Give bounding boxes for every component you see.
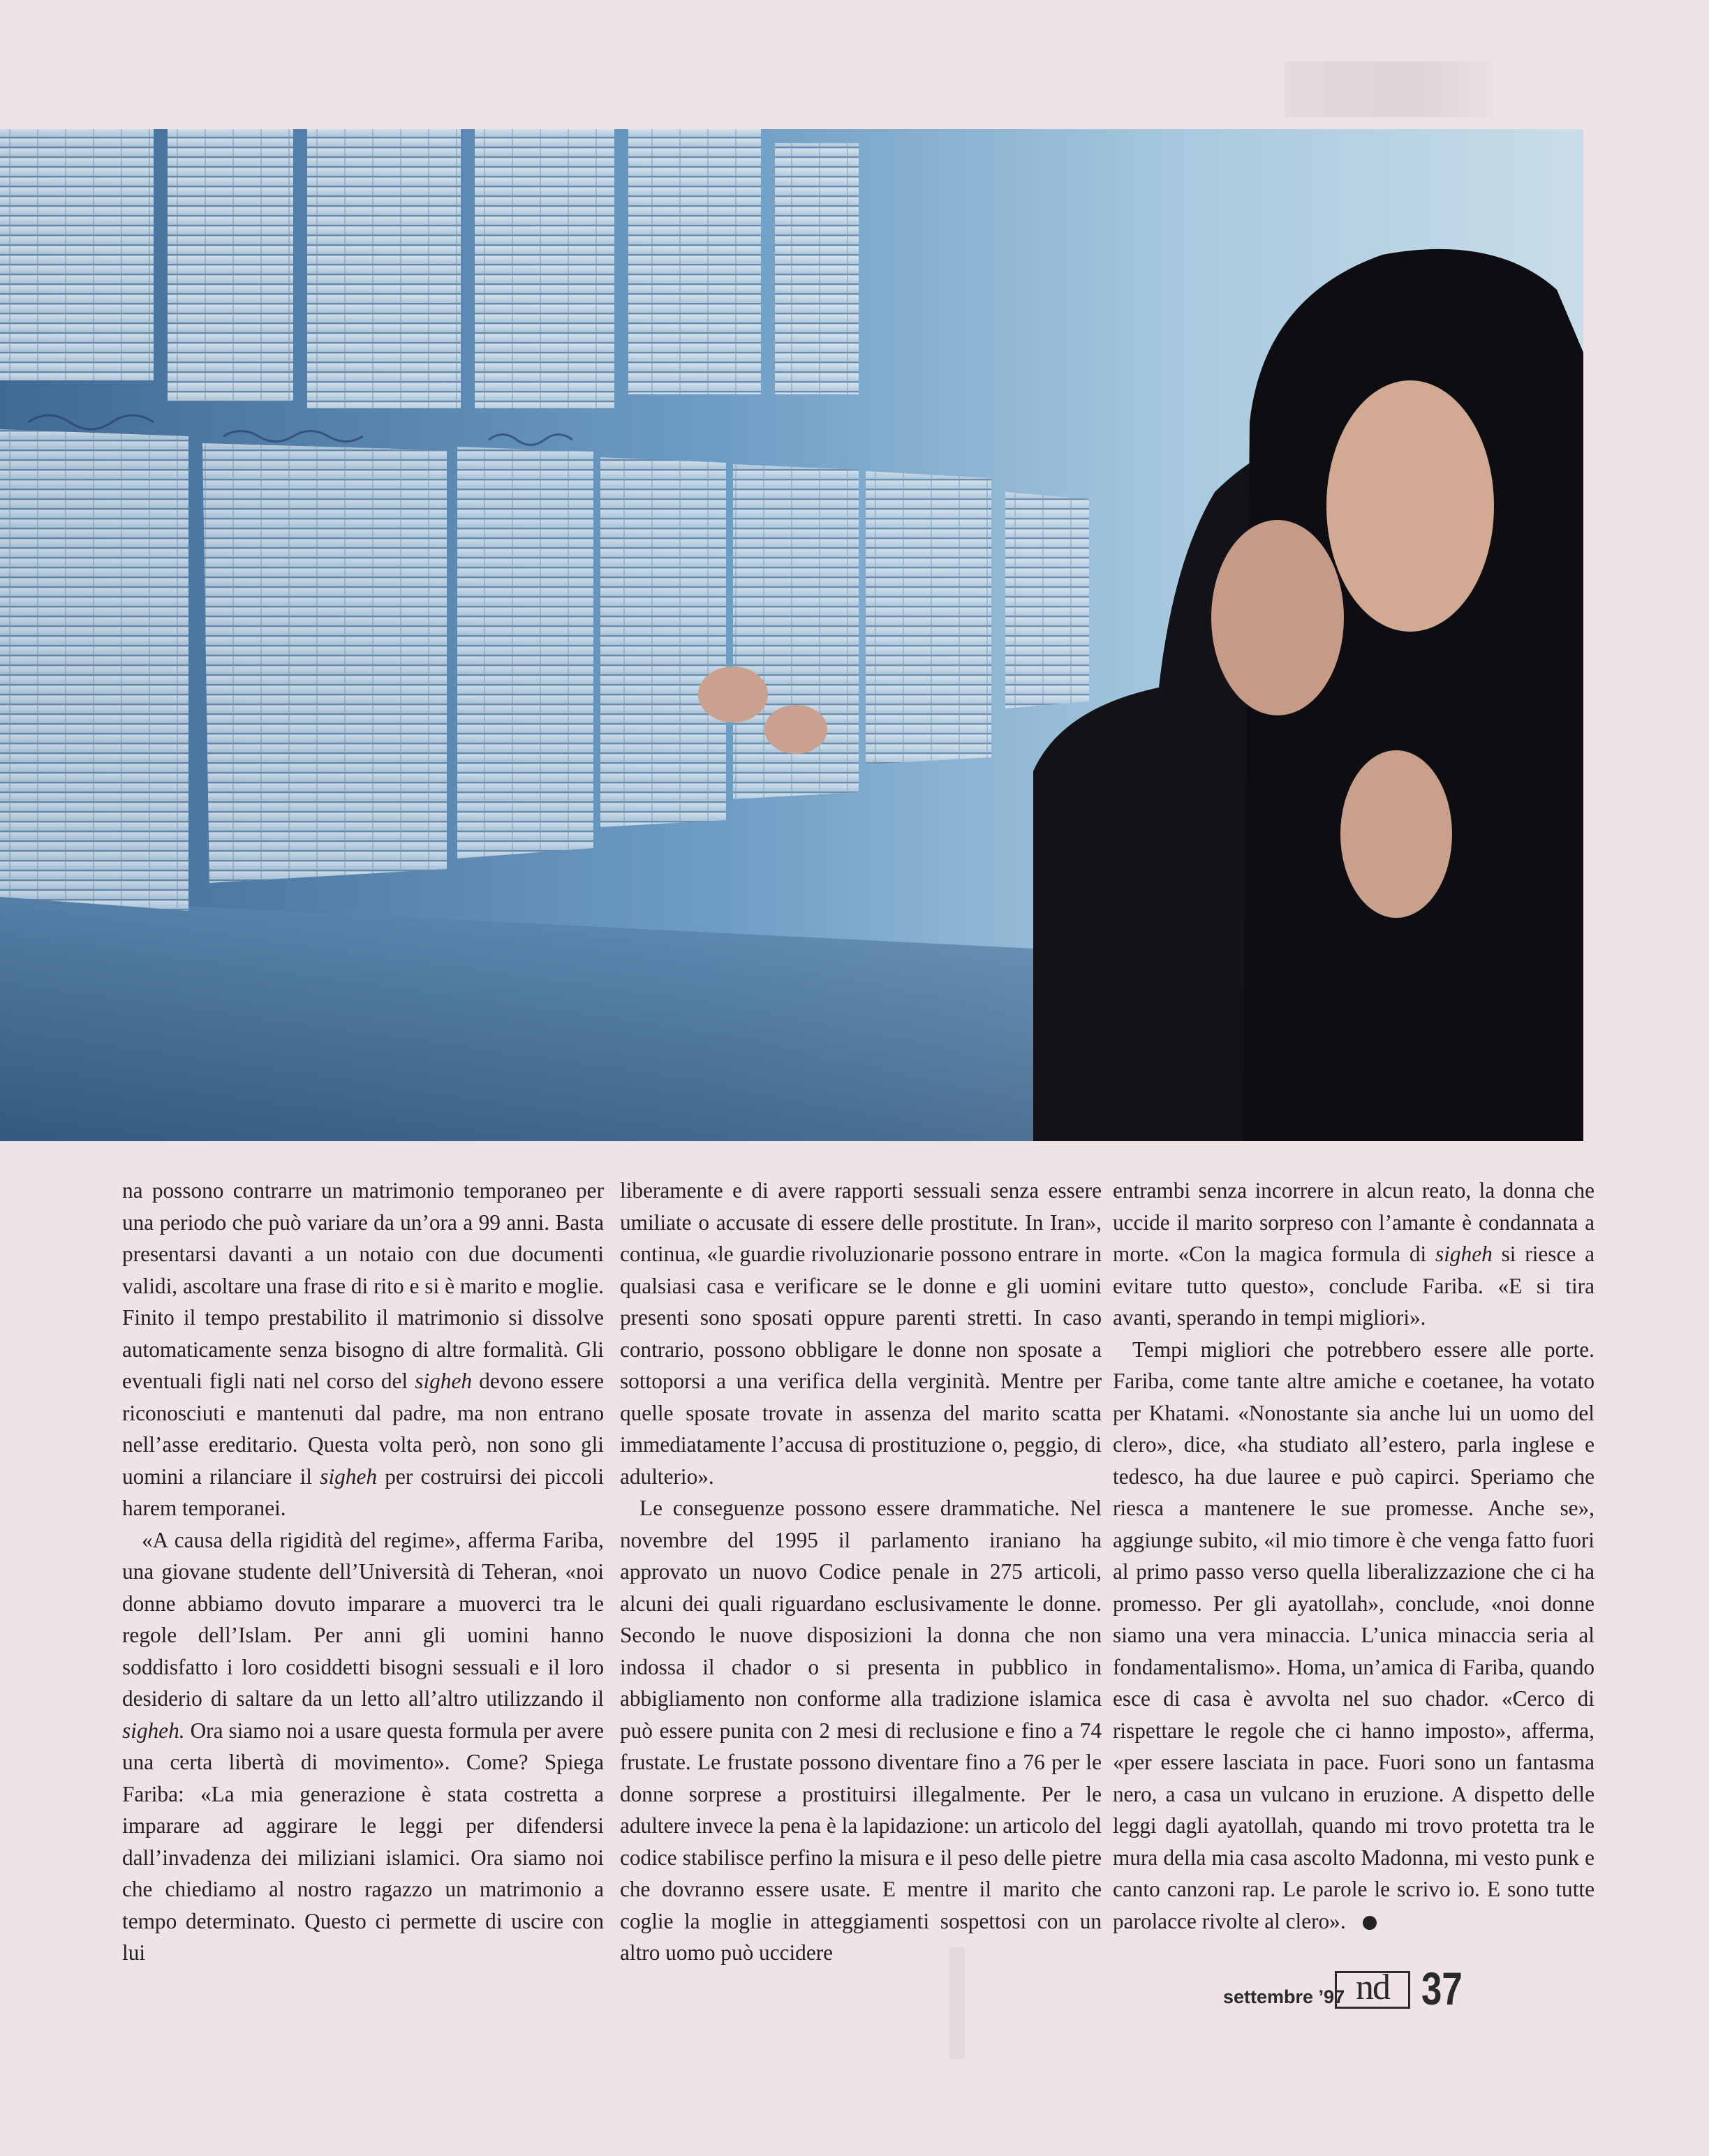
article-column-3 [1113, 1175, 1595, 1937]
page-number: 37 [1421, 1963, 1463, 2014]
show-through-mark [949, 1947, 965, 2059]
issue-date: settembre ’97 [1223, 1986, 1345, 2007]
paragraph-text: si riesce a evitare tutto questo», conclude Fariba. «E si tira avanti, sperando in tempi migliori». [1113, 1242, 1595, 1330]
paragraph-text: «A causa della rigidità del regime», afferma Fariba, una giovane studente dell’Università di Teheran, «noi donne abbiamo dovuto imparare a muoverci tra le regole dell’Islam. Per anni gli uomini hanno soddisfatto i loro cosiddetti bisogni sessuali e il loro desiderio di saltare da un letto all’altro utilizzando il [122, 1527, 604, 1711]
italic-term: sigheh [1435, 1242, 1493, 1266]
italic-term: sigheh [320, 1464, 377, 1489]
article-column-2 [620, 1175, 1102, 1969]
photo-illustration [0, 129, 1583, 1141]
paragraph-text: na possono contrarre un matrimonio temporaneo per una periodo che può variare da un’ora a 99 anni. Basta presentarsi davanti a un notaio con due documenti validi, ascoltare una frase di rito e si è marito e moglie. Finito il tempo prestabilito il matrimonio si dissolve automaticamente senza bisogno di altre formalità. Gli eventuali figli nati nel corso del [122, 1178, 604, 1393]
section-header-tab [1285, 61, 1494, 117]
paragraph-text: Tempi migliori che potrebbero essere alle porte. Fariba, come tante altre amiche e coetanee, ha votato per Khatami. «Nonostante sia anche lui un uomo del clero», dice, «ha studiato all’estero, parla inglese e tedesco, ha due lauree e può capirci. Speriamo che riesca a mantenere le sue promesse. Anche se», aggiunge subito, «il mio timore è che venga fatto fuori al primo passo verso quella liberalizzazione che ci ha promesso. Per gli ayatollah», conclude, «noi donne siamo una vera minaccia. L’unica minaccia seria al fondamentalismo». Homa, un’amica di Fariba, quando esce di casa è avvolta nel suo chador. «Cerco di rispettare le regole che ci hanno imposto», afferma, «per essere lasciata in pace. Fuori sono un fantasma nero, a casa un vulcano in eruzione. A dispetto delle leggi dagli ayatollah, quando mi trovo protetta tra le mura della mia casa ascolto Madonna, mi vesto punk e canto canzoni rap. Le parole le scrivo io. E sono tutte parolacce rivolte al clero». [1113, 1337, 1595, 1933]
article-photo [0, 129, 1583, 1141]
paragraph-text: devono essere riconosciuti e mantenuti dal padre, ma non entrano nell’asse ereditario. Questa volta però, non sono gli uomini a rilanciare il [122, 1369, 604, 1489]
paragraph: liberamente e di avere rapporti sessuali senza essere umiliate o accusate di essere delle prostitute. In Iran», continua, «le guardie rivoluzionarie possono entrare in qualsiasi casa e verificare se le donne e gli uomini presenti sono sposati oppure parenti stretti. In caso contrario, possono obbligare le donne non sposate a sottoporsi a una verifica della verginità. Mentre per quelle sposate trovate in assenza del marito scatta immediatamente l’accusa di prostituzione o, peggio, di adulterio». [620, 1178, 1102, 1489]
end-of-article-dot-icon [1363, 1916, 1377, 1930]
paragraph [122, 1175, 604, 1524]
article-column-1 [122, 1175, 604, 1969]
paragraph [1113, 1334, 1595, 1938]
paragraph: Le conseguenze possono essere drammatiche. Nel novembre del 1995 il parlamento iraniano ha approvato un nuovo Codice penale in 275 articoli, alcuni dei quali riguardano esclusivamente le donne. Secondo le nuove disposizioni la donna che non indossa il chador o si presenta in pubblico in abbigliamento non conforme alla tradizione islamica può essere punita con 2 mesi di reclusione e fino a 74 frustate. Le frustate possono diventare fino a 76 per le donne sorprese a prostituirsi illegalmente. Per le adultere invece la pena è la lapidazione: un articolo del codice stabilisce perfino la misura e il peso delle pietre che dovranno essere usate. E mentre il marito che coglie la moglie in atteggiamenti sospettosi con un altro uomo può uccidere [620, 1496, 1102, 1965]
paragraph-text: Ora siamo noi a usare questa formula per avere una certa libertà di movimento». Come? Spiega Fariba: «La mia generazione è stata costretta a imparare ad aggirare le leggi per difendersi dall’invadenza dei miliziani islamici. Ora siamo noi che chiediamo al nostro ragazzo un matrimonio a tempo determinato. Questo ci permette di uscire con lui [122, 1718, 604, 1965]
magazine-logo: nd [1335, 1971, 1410, 2009]
paragraph [122, 1524, 604, 1969]
page-footer [1223, 1965, 1488, 2016]
italic-term: sigheh. [122, 1718, 185, 1743]
italic-term: sigheh [415, 1369, 472, 1393]
paragraph-text: per costruirsi dei piccoli harem temporanei. [122, 1464, 605, 1520]
paragraph-text: entrambi senza incorrere in alcun reato, la donna che uccide il marito sorpreso con l’amante è condannata a morte. «Con la magica formula di [1113, 1178, 1595, 1266]
paragraph [1113, 1175, 1595, 1334]
